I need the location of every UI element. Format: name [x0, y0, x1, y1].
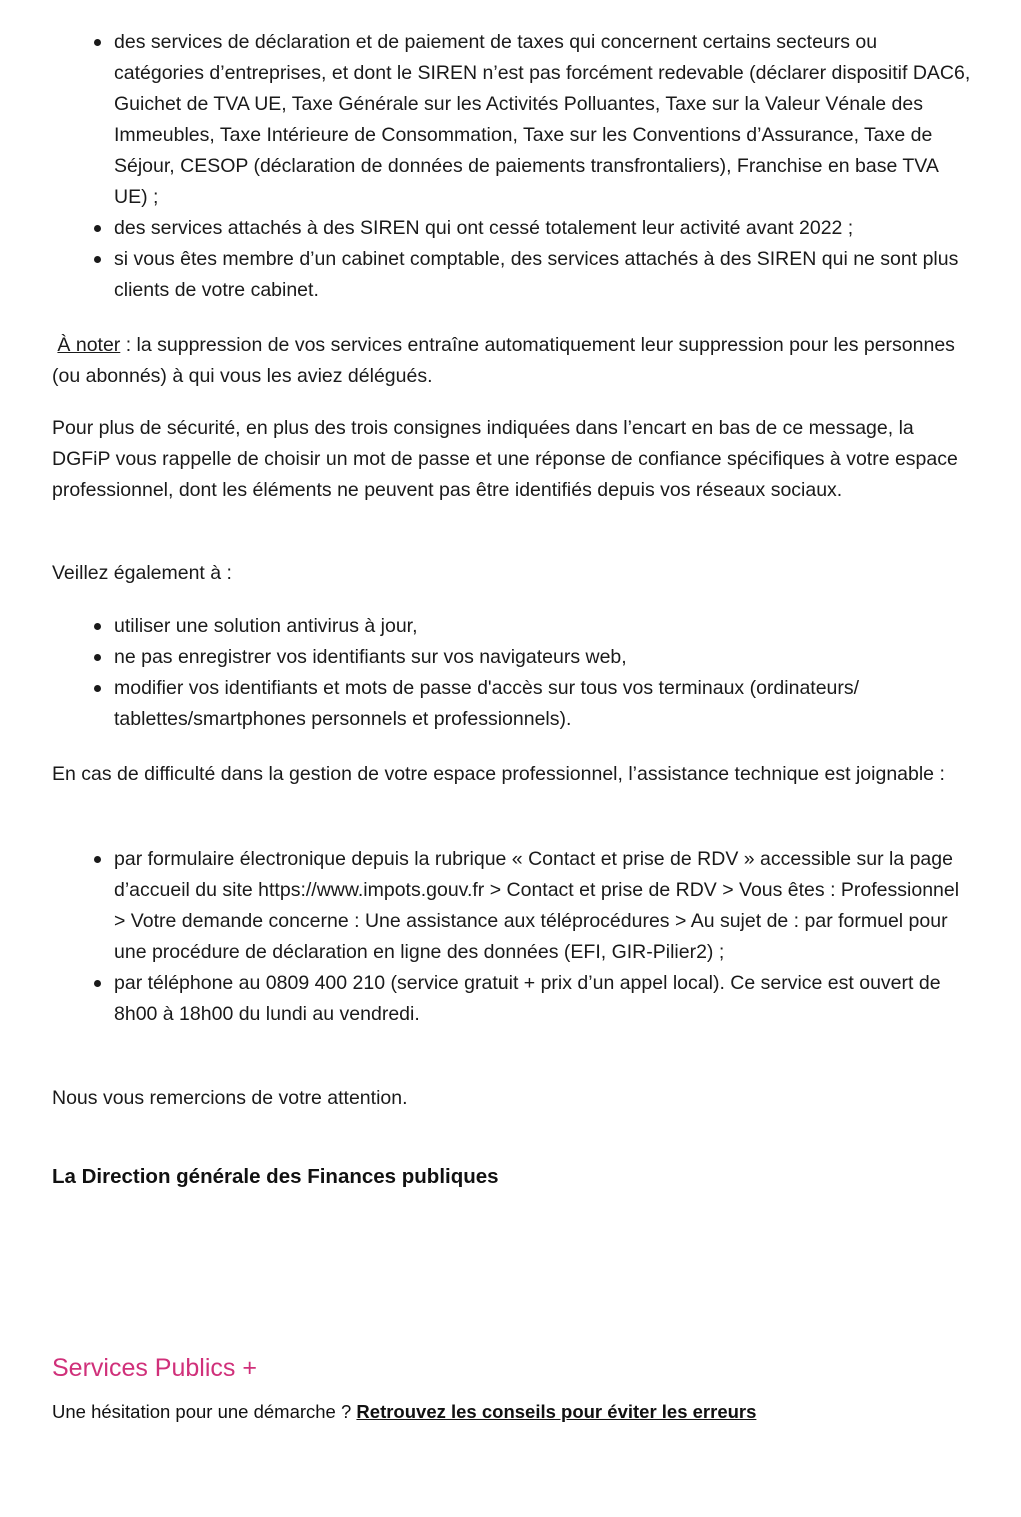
- security-paragraph: Pour plus de sécurité, en plus des trois consignes indiquées dans l’encart en bas de ce message, la DGFiP vous rappelle de choisir un mot de passe et une réponse de confiance spécifiques à votre espace professionnel, dont les éléments ne peuvent pas être identifiés depuis vos réseaux sociaux.: [52, 417, 958, 501]
- assistance-intro: En cas de difficulté dans la gestion de votre espace professionnel, l’assistance technique est joignable :: [52, 763, 945, 785]
- list-item-text: ne pas enregistrer vos identifiants sur vos navigateurs web,: [114, 646, 627, 668]
- excluded-services-list: [92, 27, 972, 306]
- bullet-icon: [94, 225, 101, 232]
- list-item: [92, 213, 972, 244]
- list-item: [92, 27, 972, 213]
- list-item-text: des services attachés à des SIREN qui ont cessé totalement leur activité avant 2022 ;: [114, 217, 854, 239]
- list-item: [92, 968, 972, 1030]
- advice-link[interactable]: Retrouvez les conseils pour éviter les erreurs: [356, 1401, 757, 1422]
- list-item-text: des services de déclaration et de paiement de taxes qui concernent certains secteurs ou catégories d’entreprises, et dont le SIREN n’est pas forcément redevable (déclarer dispositif DAC6, Guichet de TVA UE, Taxe Générale sur les Activités Polluantes, Taxe sur la Valeur Vénale des Immeubles, Taxe Intérieure de Consommation, Taxe sur les Conventions d’Assurance, Taxe de Séjour, CESOP (déclaration de données de paiements transfrontaliers), Franchise en base TVA UE) ;: [114, 31, 971, 208]
- bullet-icon: [94, 685, 101, 692]
- bullet-icon: [94, 654, 101, 661]
- list-item-text: par formulaire électronique depuis la rubrique « Contact et prise de RDV » accessible sur la page d’accueil du site https://www.impots.gouv.fr > Contact et prise de RDV > Vous êtes : Professionnel > Votre demande concerne : Une assistance aux téléprocédures > Au sujet de : par formuel pour une procédure de déclaration en ligne des données (EFI, GIR-Pilier2) ;: [114, 848, 960, 963]
- services-publics-question: Une hésitation pour une démarche ?: [52, 1401, 357, 1422]
- security-tips-list: [92, 611, 972, 735]
- list-item: [92, 673, 972, 735]
- list-item-text: modifier vos identifiants et mots de passe d'accès sur tous vos terminaux (ordinateurs/ tablettes/smartphones personnels et professionnels).: [114, 677, 860, 730]
- list-item: [92, 844, 972, 968]
- services-publics-line: [52, 1396, 756, 1427]
- veillez-intro: Veillez également à :: [52, 562, 232, 584]
- bullet-icon: [94, 256, 101, 263]
- bullet-icon: [94, 980, 101, 987]
- list-item: [92, 642, 972, 673]
- signature: La Direction générale des Finances publiques: [52, 1165, 499, 1188]
- note-text: : la suppression de vos services entraîne automatiquement leur suppression pour les personnes (ou abonnés) à qui vous les aviez délégués.: [52, 334, 955, 387]
- list-item-text: utiliser une solution antivirus à jour,: [114, 615, 418, 637]
- bullet-icon: [94, 39, 101, 46]
- list-item-text: par téléphone au 0809 400 210 (service gratuit + prix d’un appel local). Ce service est ouvert de 8h00 à 18h00 du lundi au vendredi.: [114, 972, 941, 1025]
- list-item: [92, 244, 972, 306]
- note-label: À noter: [57, 334, 121, 356]
- note-paragraph: [52, 330, 972, 392]
- closing-paragraph: Nous vous remercions de votre attention.: [52, 1087, 408, 1109]
- assistance-contacts-list: [92, 844, 972, 1030]
- bullet-icon: [94, 856, 101, 863]
- bullet-icon: [94, 623, 101, 630]
- list-item: [92, 611, 972, 642]
- services-publics-title: Services Publics +: [52, 1354, 257, 1382]
- list-item-text: si vous êtes membre d’un cabinet comptable, des services attachés à des SIREN qui ne sont plus clients de votre cabinet.: [114, 248, 959, 301]
